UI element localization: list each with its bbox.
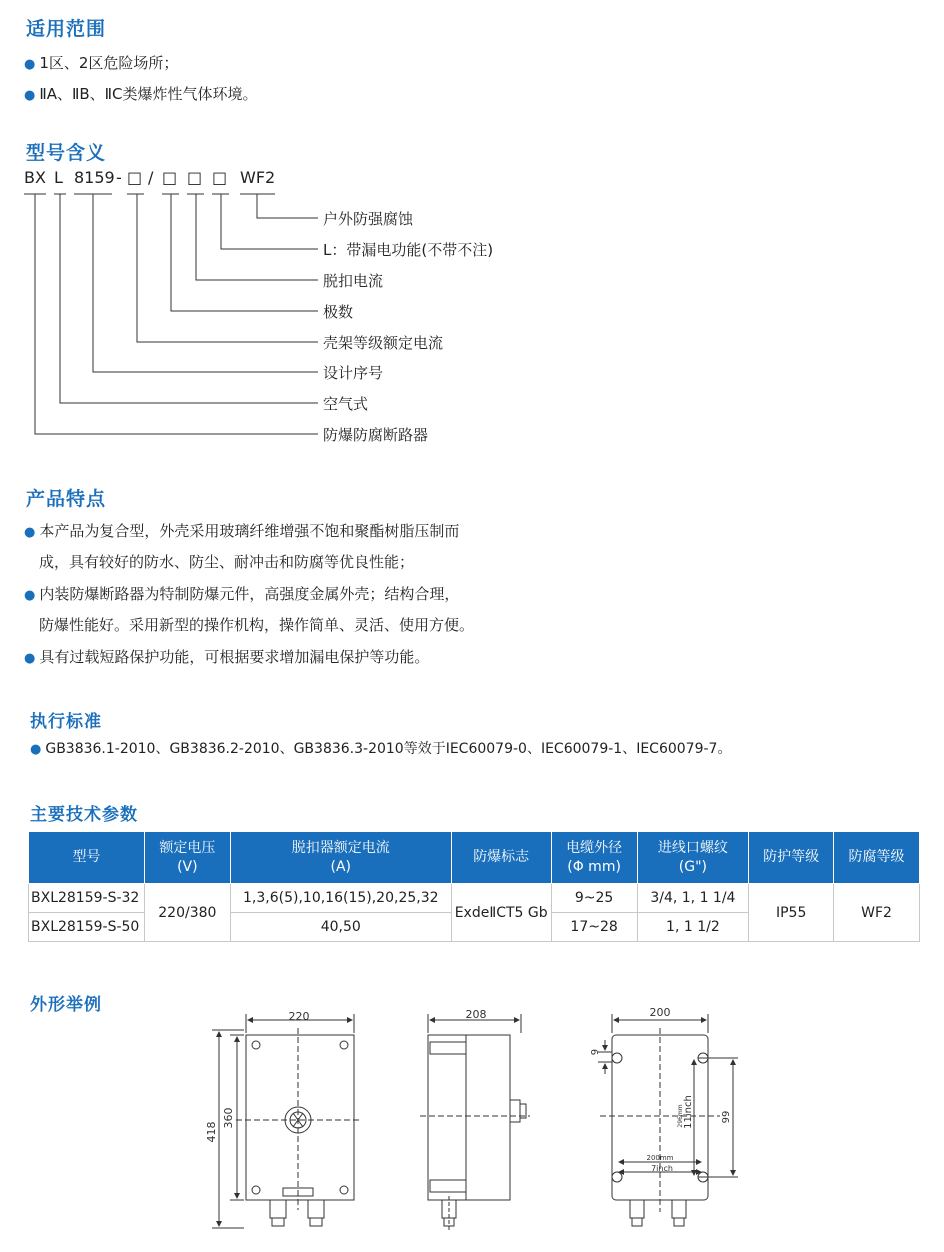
back-h-inch-label: 7inch <box>651 1164 673 1173</box>
code-box-leak: □ <box>212 168 228 187</box>
model-leader-lines <box>0 0 330 445</box>
meaning-item: 空气式 <box>323 395 369 413</box>
cell-model: BXL28159-S-32 <box>29 884 145 913</box>
list-item: ● 内装防爆断路器为特制防爆元件，高强度金属外壳；结构合理， <box>24 585 460 603</box>
bullet-icon: ● <box>24 525 36 540</box>
bullet-icon: ● <box>24 588 36 603</box>
section-title-standard: 执行标准 <box>30 712 102 732</box>
standard-text: ● GB3836.1-2010、GB3836.2-2010、GB3836.3-2010等效于IEC60079-0、IEC60079-1、IEC60079-7。 <box>30 741 732 757</box>
bullet-icon: ● <box>24 57 36 72</box>
section-title-params: 主要技术参数 <box>30 805 138 825</box>
code-box-poles: □ <box>162 168 178 187</box>
back-view-drawing <box>598 1014 738 1226</box>
code-series: 8159 <box>74 168 115 187</box>
cell-current: 40,50 <box>230 913 451 942</box>
cell-current: 1,3,6(5),10,16(15),20,25,32 <box>230 884 451 913</box>
header-protection: 防护等级 <box>749 832 834 884</box>
header-thread: 进线口螺纹 (G") <box>637 832 749 884</box>
outline-drawings <box>0 1000 944 1252</box>
header-voltage: 额定电压 (V) <box>144 832 230 884</box>
header-current: 脱扣器额定电流 (A) <box>230 832 451 884</box>
side-depth-label: 208 <box>465 1008 487 1021</box>
code-wf2: WF2 <box>240 168 276 187</box>
side-view-drawing <box>420 1014 530 1232</box>
back-h-mm-label: 200mm <box>646 1154 674 1162</box>
back-hole-label: 9 <box>590 1048 601 1056</box>
meaning-item: 脱扣电流 <box>323 272 384 290</box>
table-header-row <box>29 832 920 884</box>
params-table <box>28 831 920 942</box>
cell-anticorrosion: WF2 <box>834 884 920 942</box>
meaning-item: 设计序号 <box>323 364 384 382</box>
code-slash: / <box>148 168 154 187</box>
list-item: ● 1区、2区危险场所； <box>24 54 179 72</box>
back-width-label: 200 <box>649 1006 671 1019</box>
code-l: L <box>54 168 63 187</box>
table-row <box>29 884 920 913</box>
section-title-scope: 适用范围 <box>26 18 107 40</box>
cell-thread: 1, 1 1/2 <box>637 913 749 942</box>
cell-protection: IP55 <box>749 884 834 942</box>
list-item: ● ⅡA、ⅡB、ⅡC类爆炸性气体环境。 <box>24 85 258 103</box>
code-box-trip: □ <box>187 168 203 187</box>
back-v2-label: 99 <box>721 1110 732 1124</box>
back-v1-mm-label: 296mm <box>677 1104 684 1128</box>
meaning-item: 极数 <box>323 303 354 321</box>
code-dash: - <box>116 168 122 187</box>
section-title-outline: 外形举例 <box>30 995 102 1015</box>
list-item-continued: 防爆性能好。采用新型的操作机构，操作简单、灵活、使用方便。 <box>39 616 475 634</box>
meaning-item: 防爆防腐断路器 <box>323 426 429 444</box>
cell-thread: 3/4, 1, 1 1/4 <box>637 884 749 913</box>
header-model: 型号 <box>29 832 145 884</box>
meaning-item: L：带漏电功能(不带不注) <box>323 241 494 259</box>
code-bx: BX <box>24 168 46 187</box>
cell-model: BXL28159-S-50 <box>29 913 145 942</box>
list-item: ● 本产品为复合型，外壳采用玻璃纤维增强不饱和聚酯树脂压制而 <box>24 522 460 540</box>
bullet-icon: ● <box>24 651 36 666</box>
list-item: ● 具有过载短路保护功能，可根据要求增加漏电保护等功能。 <box>24 648 430 666</box>
front-inner-height-label: 360 <box>222 1107 235 1129</box>
header-explosion-mark: 防爆标志 <box>451 832 551 884</box>
bullet-icon: ● <box>24 88 36 103</box>
section-title-features: 产品特点 <box>26 488 107 510</box>
header-cable: 电缆外径 (Φ mm) <box>551 832 637 884</box>
front-height-label: 418 <box>205 1121 218 1143</box>
front-width-label: 220 <box>288 1010 310 1023</box>
section-title-model: 型号含义 <box>26 142 107 164</box>
cell-cable: 17~28 <box>551 913 637 942</box>
back-v1-label: 11inch <box>683 1095 694 1129</box>
header-anticorrosion: 防腐等级 <box>834 832 920 884</box>
code-box-frame: □ <box>127 168 143 187</box>
meaning-item: 户外防强腐蚀 <box>323 210 414 228</box>
meaning-item: 壳架等级额定电流 <box>323 334 444 352</box>
bullet-icon: ● <box>30 742 42 757</box>
cell-cable: 9~25 <box>551 884 637 913</box>
cell-voltage: 220/380 <box>144 884 230 942</box>
list-item-continued: 成，具有较好的防水、防尘、耐冲击和防腐等优良性能； <box>39 553 415 571</box>
cell-explosion-mark: ExdeⅡCT5 Gb <box>451 884 551 942</box>
